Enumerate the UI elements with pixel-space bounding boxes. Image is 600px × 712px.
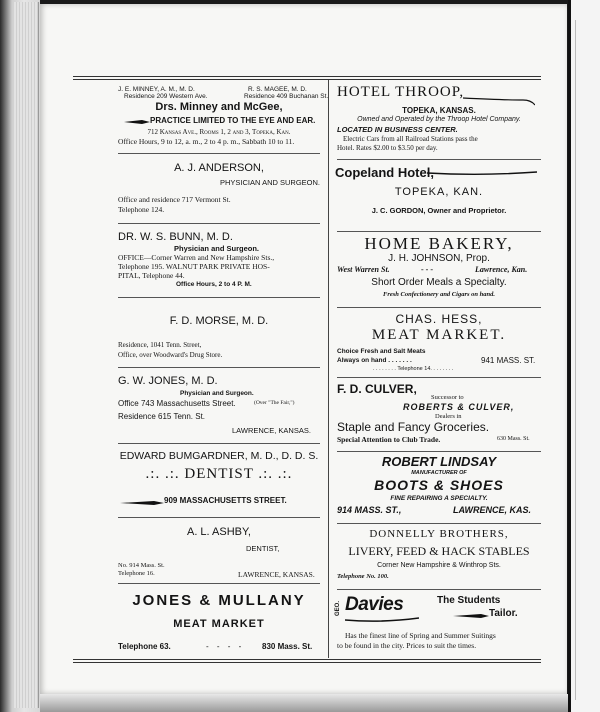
ashby-phone: Telephone 16.: [118, 570, 155, 577]
davies-name: Davies: [345, 594, 404, 615]
ad-home-bakery: [333, 232, 545, 306]
jones-mullany-name: JONES & MULLANY: [132, 592, 306, 609]
ad-bunn: [114, 224, 324, 296]
donnelly-phone: Telephone No. 100.: [337, 573, 389, 580]
pointing-arrow-icon: [120, 500, 164, 506]
morse-office: Office, over Woodward's Drug Store.: [118, 351, 223, 359]
ad-jones-md: [114, 368, 324, 442]
column-divider: [328, 80, 329, 658]
pointing-arrow-icon: [453, 613, 489, 619]
bumgardner-dentist: .:. .:. DENTIST .:. .:.: [145, 466, 293, 482]
hess-market: MEAT MARKET.: [371, 327, 507, 343]
practice-specialty: PRACTICE LIMITED TO THE EYE AND EAR.: [150, 116, 316, 125]
jones-name: G. W. JONES, M. D.: [118, 375, 218, 387]
jones-mullany-sub: MEAT MARKET: [173, 618, 265, 630]
throop-located: LOCATED IN BUSINESS CENTER.: [337, 125, 458, 134]
pointing-arrow-icon: [124, 118, 150, 126]
morse-name: F. D. MORSE, M. D.: [169, 315, 269, 327]
ad-minney-mcgee: [114, 80, 329, 152]
page-bottom-rule: [73, 659, 541, 663]
swash-flourish-icon: [427, 170, 537, 178]
davies-line-1: Has the finest line of Spring and Summer Suitings: [345, 631, 496, 640]
ashby-name: A. L. ASHBY,: [186, 526, 251, 538]
ashby-city: LAWRENCE, KANSAS.: [238, 570, 315, 579]
bunn-name: DR. W. S. BUNN, M. D.: [118, 231, 233, 243]
jones-residence: Residence 615 Tenn. St.: [118, 412, 206, 421]
ad-culver: [333, 378, 545, 450]
jones-mullany-dashes: - - - -: [206, 642, 245, 651]
ad-jones-mullany: [114, 584, 324, 658]
ad-bumgardner: [114, 444, 324, 516]
lindsay-repair: FINE REPAIRING A SPECIALTY.: [390, 495, 488, 502]
jones-office-note: (Over "The Fair,"): [254, 400, 295, 406]
jones-role: Physician and Surgeon.: [180, 390, 254, 397]
morse-residence: Residence, 1041 Tenn. Street,: [118, 341, 202, 349]
facing-page: [568, 0, 600, 712]
bakery-name: HOME BAKERY,: [364, 234, 514, 253]
throop-electric-2: Hotel. Rates $2.00 to $3.50 per day.: [337, 144, 438, 152]
jones-office: Office 743 Massachusetts Street.: [118, 399, 236, 408]
throop-electric-1: Electric Cars from all Railroad Stations pass the: [343, 135, 478, 143]
davies-tailor: Tailor.: [489, 608, 518, 619]
culver-firm: ROBERTS & CULVER,: [403, 402, 515, 412]
copeland-name: Copeland Hotel,: [335, 165, 434, 180]
ad-robert-lindsay: [333, 452, 545, 522]
bakery-dashes: - - -: [421, 265, 433, 274]
throop-city: TOPEKA, KANSAS.: [402, 106, 476, 115]
left-column: [114, 80, 329, 658]
hess-choice: Choice Fresh and Salt Meats: [337, 348, 426, 355]
throop-owned: Owned and Operated by the Throop Hotel Company.: [357, 116, 521, 123]
hess-name: CHAS. HESS,: [395, 312, 483, 326]
donnelly-corner: Corner New Hampshire & Winthrop Sts.: [377, 562, 501, 569]
ashby-role: DENTIST,: [246, 544, 280, 553]
culver-dealers: Dealers in: [435, 413, 462, 420]
throop-name: HOTEL THROOP,: [337, 84, 465, 100]
culver-staple: Staple and Fancy Groceries.: [337, 420, 490, 434]
jones-mullany-address: 830 Mass. St.: [262, 642, 313, 651]
hess-always: Always on hand . . . . . . .: [337, 357, 412, 364]
jones-mullany-phone: Telephone 63.: [118, 642, 171, 651]
doctor-1-residence: Residence 209 Western Ave.: [124, 93, 208, 100]
practice-address: 712 Kansas Ave., Rooms 1, 2 and 3, Topeka, Kan.: [147, 128, 291, 136]
bunn-office-line1: OFFICE—Corner Warren and New Hampshire Sts.,: [118, 253, 275, 262]
doctor-2-name: R. S. MAGEE, M. D.: [248, 86, 307, 93]
ashby-street: No. 914 Mass. St.: [118, 562, 165, 569]
hess-phone: . . . . . . . . Telephone 14. . . . . . . .: [373, 366, 454, 372]
hess-address: 941 MASS. ST.: [481, 356, 536, 365]
donnelly-name: DONNELLY BROTHERS,: [369, 528, 509, 540]
donnelly-livery: LIVERY, FEED & HACK STABLES: [348, 544, 530, 558]
anderson-name: A. J. ANDERSON,: [174, 162, 264, 174]
bumgardner-name: EDWARD BUMGARDNER, M. D., D. D. S.: [119, 450, 319, 462]
copeland-city: TOPEKA, KAN.: [394, 186, 484, 198]
ad-anderson: [114, 154, 324, 222]
jones-city: LAWRENCE, KANSAS.: [232, 426, 311, 435]
ad-morse: [114, 298, 324, 366]
culver-special: Special Attention to Club Trade.: [337, 435, 441, 444]
ad-copeland-hotel: [333, 160, 545, 230]
lindsay-boots: BOOTS & SHOES: [374, 477, 504, 493]
lindsay-city: LAWRENCE, KAS.: [453, 505, 532, 515]
ad-chas-hess: [333, 308, 545, 376]
davies-students: The Students: [437, 595, 501, 606]
swash-underline-icon: [345, 617, 419, 623]
bunn-office-line3: PITAL, Telephone 44.: [118, 271, 185, 280]
lindsay-name: ROBERT LINDSAY: [381, 454, 497, 469]
anderson-office: Office and residence 717 Vermont St.: [118, 195, 231, 204]
doctor-2-residence: Residence 409 Buchanan St.: [244, 93, 329, 100]
bakery-street: West Warren St.: [337, 265, 390, 274]
ad-donnelly-brothers: [333, 524, 545, 588]
doctor-1-name: J. E. MINNEY, A. M., M. D.: [118, 86, 195, 93]
ad-geo-davies: [333, 590, 545, 658]
davies-line-2: to be found in the city. Prices to suit the times.: [337, 641, 477, 650]
bakery-fresh: Fresh Confectionery and Cigars on hand.: [383, 291, 495, 298]
bunn-role: Physician and Surgeon.: [174, 244, 260, 253]
book-page-stack: [14, 2, 39, 708]
culver-successor: Successor to: [431, 394, 464, 401]
culver-name: F. D. CULVER,: [337, 382, 417, 396]
bakery-city: Lawrence, Kan.: [475, 265, 528, 274]
copeland-owner: J. C. GORDON, Owner and Proprietor.: [371, 206, 507, 215]
bumgardner-address: 909 MASSACHUSETTS STREET.: [164, 496, 287, 505]
bakery-meals: Short Order Meals a Specialty.: [371, 277, 507, 288]
bunn-office-line2: Telephone 195. WALNUT PARK PRIVATE HOS-: [118, 262, 270, 271]
practice-title: Drs. Minney and McGee,: [155, 101, 283, 113]
bunn-hours: Office Hours, 2 to 4 P. M.: [176, 281, 252, 288]
right-column: [333, 80, 545, 658]
anderson-role: PHYSICIAN AND SURGEON.: [220, 178, 321, 187]
culver-address: 630 Mass. St.: [497, 436, 530, 442]
page-bottom-shadow: [40, 694, 568, 712]
anderson-phone: Telephone 124.: [118, 205, 165, 214]
ad-hotel-throop: [333, 80, 545, 158]
ad-ashby: [114, 518, 324, 582]
swash-flourish-icon: [463, 96, 535, 106]
bakery-prop: J. H. JOHNSON, Prop.: [388, 253, 490, 264]
practice-hours: Office Hours, 9 to 12, a. m., 2 to 4 p. m., Sabbath 10 to 11.: [118, 137, 295, 146]
lindsay-mfr: MANUFACTURER OF: [411, 470, 467, 476]
lindsay-street: 914 MASS. ST.,: [337, 505, 402, 515]
davies-geo: GEO.: [335, 600, 341, 616]
